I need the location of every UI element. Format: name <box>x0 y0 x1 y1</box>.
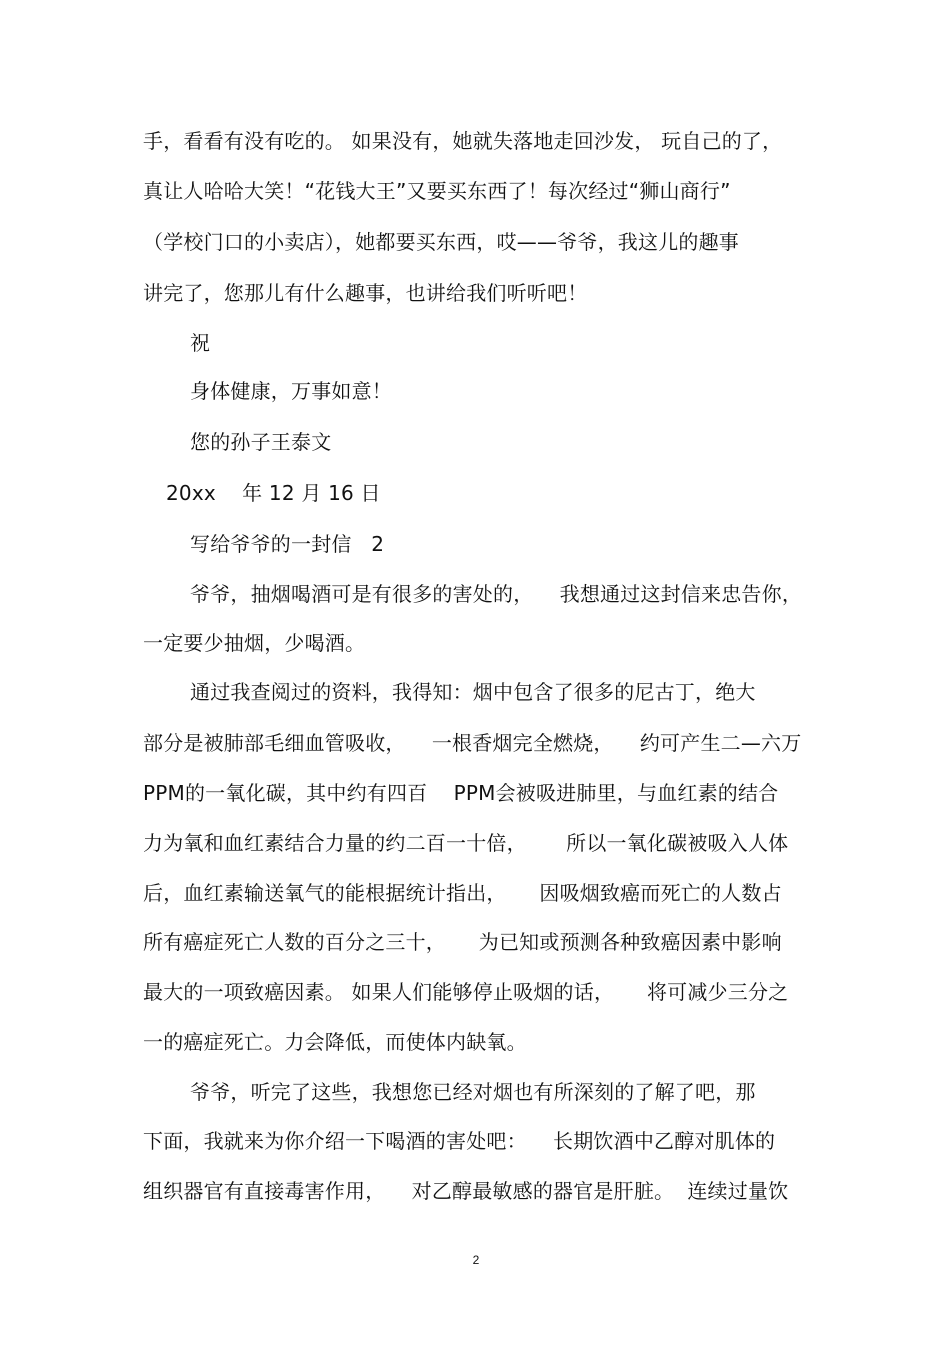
text-line: 通过我查阅过的资料，我得知：烟中包含了很多的尼古丁，绝大 <box>190 680 756 704</box>
text-line: 部分是被肺部毛细血管吸收， 一根香烟完全燃烧， 约可产生二—六万 <box>143 731 802 755</box>
text-line: 力为氧和血红素结合力量的约二百一十倍， 所以一氧化碳被吸入人体 <box>143 831 789 855</box>
date-line: 20xx 年 12 月 16 日 <box>166 481 381 505</box>
text-line: 下面，我就来为你介绍一下喝酒的害处吧： 长期饮酒中乙醇对肌体的 <box>143 1129 776 1153</box>
salutation: 祝 <box>190 331 211 355</box>
text-line: 爷爷，听完了这些，我想您已经对烟也有所深刻的了解了吧，那 <box>190 1080 756 1104</box>
text-line: （学校门口的小卖店），她都要买东西，哎——爷爷，我这儿的趣事 <box>143 230 739 254</box>
letter-title: 写给爷爷的一封信 2 <box>190 532 385 556</box>
text-line: 手，看看有没有吃的。 如果没有，她就失落地走回沙发， 玩自己的了， <box>143 129 783 153</box>
text-line: 所有癌症死亡人数的百分之三十， 为已知或预测各种致癌因素中影响 <box>143 930 782 954</box>
text-line: 爷爷，抽烟喝酒可是有很多的害处的， 我想通过这封信来忠告你， <box>190 582 803 606</box>
wish-line: 身体健康，万事如意！ <box>190 379 392 403</box>
signature: 您的孙子王泰文 <box>190 430 332 454</box>
text-line: 一定要少抽烟，少喝酒。 <box>143 631 366 655</box>
text-line: 最大的一项致癌因素。 如果人们能够停止吸烟的话， 将可减少三分之 <box>143 980 789 1004</box>
text-line: PPM的一氧化碳，其中约有四百 PPM会被吸进肺里，与血红素的结合 <box>143 781 779 805</box>
text-line: 组织器官有直接毒害作用， 对乙醇最敏感的器官是肝脏。 连续过量饮 <box>143 1179 789 1203</box>
text-line: 讲完了，您那儿有什么趣事，也讲给我们听听吧！ <box>143 281 588 305</box>
text-line: 一的癌症死亡。力会降低，而使体内缺氧。 <box>143 1030 527 1054</box>
page-number: 2 <box>472 1253 480 1267</box>
text-line: 真让人哈哈大笑！“花钱大王”又要买东西了！每次经过“狮山商行” <box>143 179 731 203</box>
text-line: 后，血红素输送氧气的能根据统计指出， 因吸烟致癌而死亡的人数占 <box>143 881 782 905</box>
